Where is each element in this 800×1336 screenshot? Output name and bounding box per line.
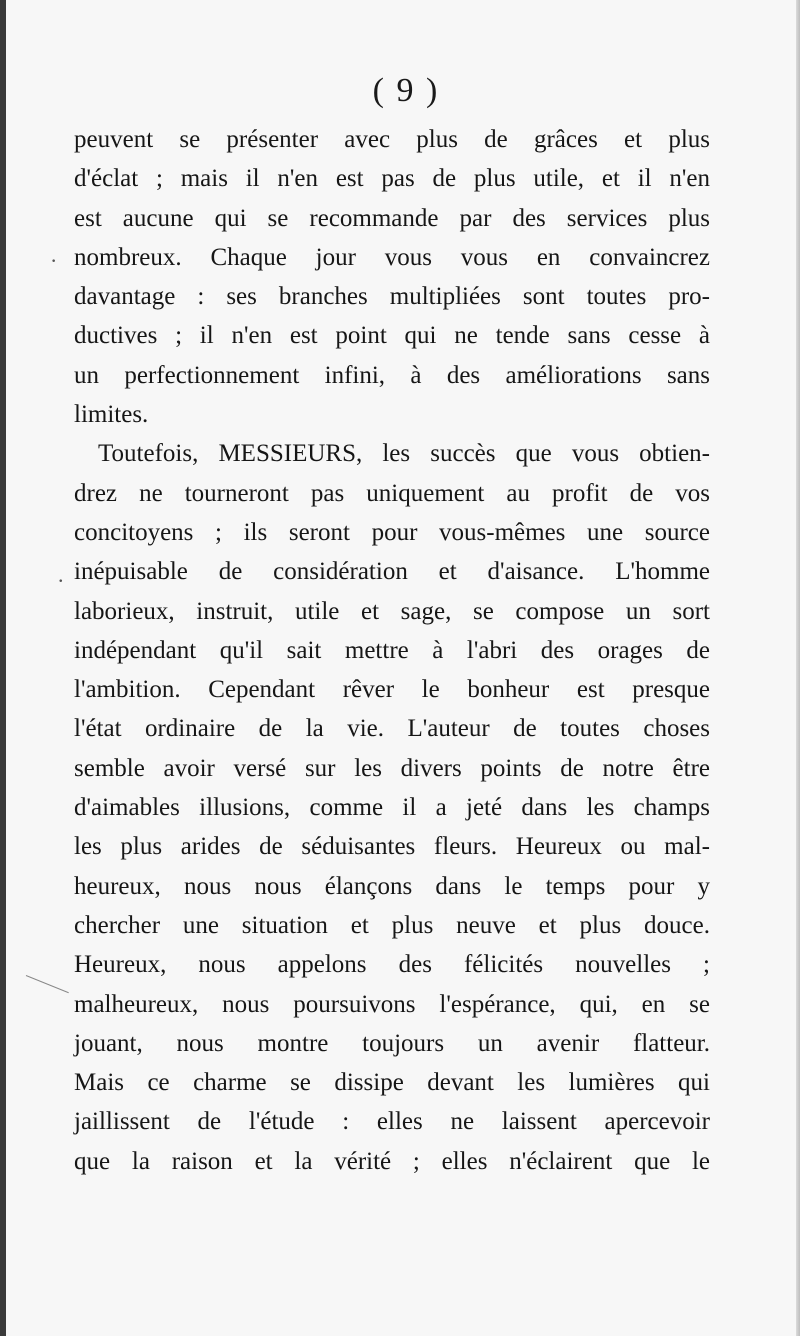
- text-line: Heureux, nous appelons des félicités nouvelles ;: [74, 951, 710, 979]
- text-line: l'état ordinaire de la vie. L'auteur de toutes choses: [74, 715, 710, 743]
- text-line: semble avoir versé sur les divers points de notre être: [74, 754, 710, 782]
- margin-mark: ·: [50, 248, 58, 273]
- text-line: un perfectionnement infini, à des améliorations sans: [74, 361, 710, 389]
- text-line: d'aimables illusions, comme il a jeté dans les champs: [74, 794, 710, 822]
- text-line: limites.: [74, 401, 149, 429]
- text-line: chercher une situation et plus neuve et plus douce.: [74, 911, 710, 939]
- text-line: est aucune qui se recommande par des services plus: [74, 204, 710, 232]
- text-line: que la raison et la vérité ; elles n'éclairent que le: [74, 1147, 710, 1175]
- page-edge-shadow: [796, 0, 800, 1336]
- text-line: heureux, nous nous élançons dans le temps pour y: [74, 872, 710, 900]
- page-number: ( 9 ): [372, 72, 440, 109]
- text-line: laborieux, instruit, utile et sage, se compose un sort: [74, 597, 710, 625]
- text-line: les plus arides de séduisantes fleurs. Heureux ou mal-: [74, 833, 710, 861]
- text-line: l'ambition. Cependant rêver le bonheur est presque: [74, 676, 710, 704]
- text-line: nombreux. Chaque jour vous vous en convaincrez: [74, 243, 710, 271]
- text-line: concitoyens ; ils seront pour vous-mêmes une source: [74, 518, 710, 546]
- text-line: Toutefois, MESSIEURS, les succès que vous obtien-: [98, 440, 710, 468]
- text-line: peuvent se présenter avec plus de grâces et plus: [74, 126, 710, 153]
- text-line: d'éclat ; mais il n'en est pas de plus utile, et il n'en: [74, 165, 710, 193]
- body-text: [74, 120, 710, 1181]
- text-line: indépendant qu'il sait mettre à l'abri des orages de: [74, 636, 710, 664]
- text-line: inépuisable de considération et d'aisance. L'homme: [74, 558, 710, 586]
- text-line: Mais ce charme se dissipe devant les lumières qui: [74, 1069, 710, 1097]
- text-line: malheureux, nous poursuivons l'espérance, qui, en se: [74, 990, 710, 1018]
- text-line: davantage : ses branches multipliées sont toutes pro-: [74, 283, 710, 311]
- text-line: jaillissent de l'étude : elles ne laissent apercevoir: [74, 1108, 710, 1136]
- text-line: jouant, nous montre toujours un avenir flatteur.: [74, 1029, 710, 1057]
- scan-artifact-line: [26, 975, 69, 993]
- text-line: ductives ; il n'en est point qui ne tende sans cesse à: [74, 322, 710, 350]
- margin-mark: .: [58, 562, 64, 587]
- text-line: drez ne tourneront pas uniquement au profit de vos: [74, 479, 710, 507]
